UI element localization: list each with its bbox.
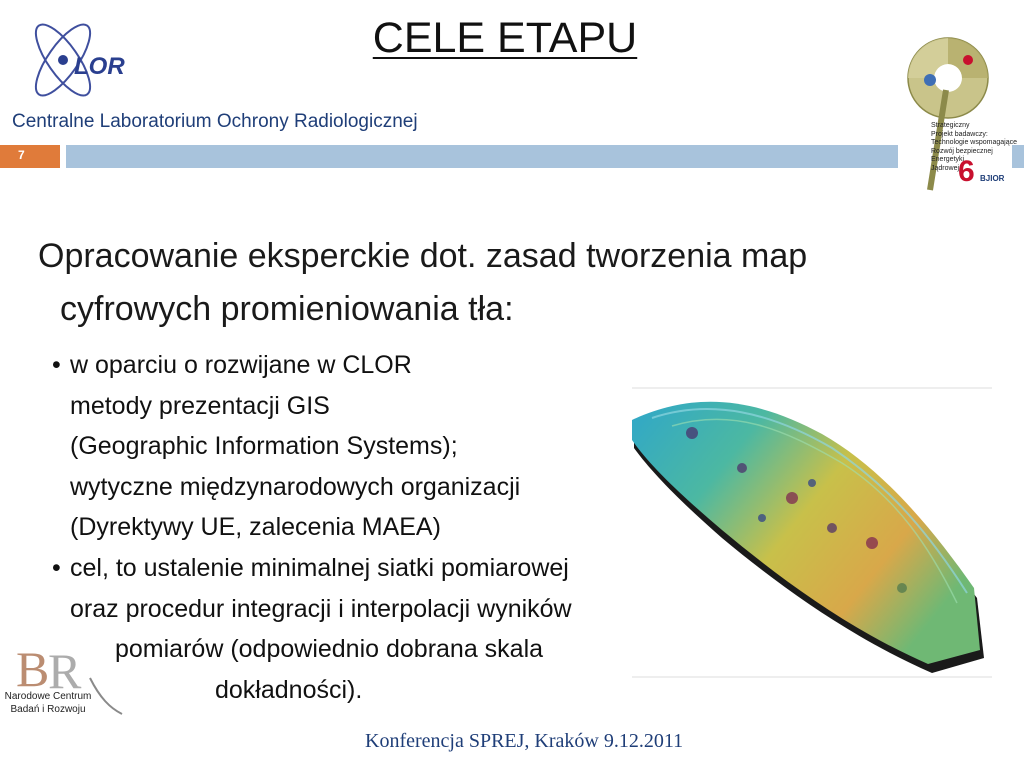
bullet-glyph: • [52, 554, 61, 582]
gis-terrain-map-image [632, 388, 992, 678]
project-number: 6 [958, 155, 975, 188]
ncbr-line-2: Badań i Rozwoju [10, 704, 86, 715]
org-name: Centralne Laboratorium Ochrony Radiologicznej [12, 111, 418, 132]
bullet-line: pomiarów (odpowiednio dobrana skala [115, 635, 544, 663]
bullet-line: metody prezentacji GIS [70, 391, 330, 420]
project-logo-line: Rozwój bezpiecznej [931, 147, 993, 155]
bullet-line: dokładności). [215, 675, 363, 704]
bullet-glyph: • [52, 351, 61, 379]
heading-line-2: cyfrowych promieniowania tła: [60, 290, 514, 328]
bullet-line: (Dyrektywy UE, zalecenia MAEA) [70, 513, 441, 541]
bullet-line: cel, to ustalenie minimalnej siatki pomiarowej [70, 554, 569, 582]
project-logo-line: Strategiczny [931, 122, 970, 129]
clor-logo [18, 10, 125, 108]
project-logo-line: Jądrowej [931, 164, 960, 172]
slide-title: CELE ETAPU [372, 14, 638, 62]
bullet-item-2 [52, 548, 572, 710]
bullet-line: oraz procedur integracji i interpolacji wyników [70, 594, 572, 623]
bullet-line: wytyczne międzynarodowych organizacji [70, 472, 521, 501]
clor-logo-text: LOR [74, 53, 125, 80]
slide-number: 7 [18, 148, 25, 162]
bullet-item-1 [52, 345, 521, 548]
bullet-line: w oparciu o rozwijane w CLOR [70, 351, 412, 379]
footer-text: Konferencja SPREJ, Kraków 9.12.2011 [365, 730, 684, 752]
project-logo-line: Energetyki [931, 156, 965, 163]
content-heading [38, 230, 998, 336]
svg-text:B: B [16, 641, 50, 697]
project-suffix: BJIOR [980, 174, 1005, 183]
heading-line-1: Opracowanie eksperckie dot. zasad tworzenia map [38, 237, 808, 275]
ncbr-line-1: Narodowe Centrum [4, 691, 92, 702]
project-logo-line: Projekt badawczy: [931, 130, 988, 138]
header-divider-bar [66, 145, 898, 168]
slide-number-bar [0, 145, 60, 168]
bullet-line: (Geographic Information Systems); [70, 432, 458, 460]
project-logo-line: Technologie wspomagające [931, 139, 1017, 146]
ncbr-logo-text [0, 690, 96, 716]
svg-text:R: R [48, 643, 82, 699]
